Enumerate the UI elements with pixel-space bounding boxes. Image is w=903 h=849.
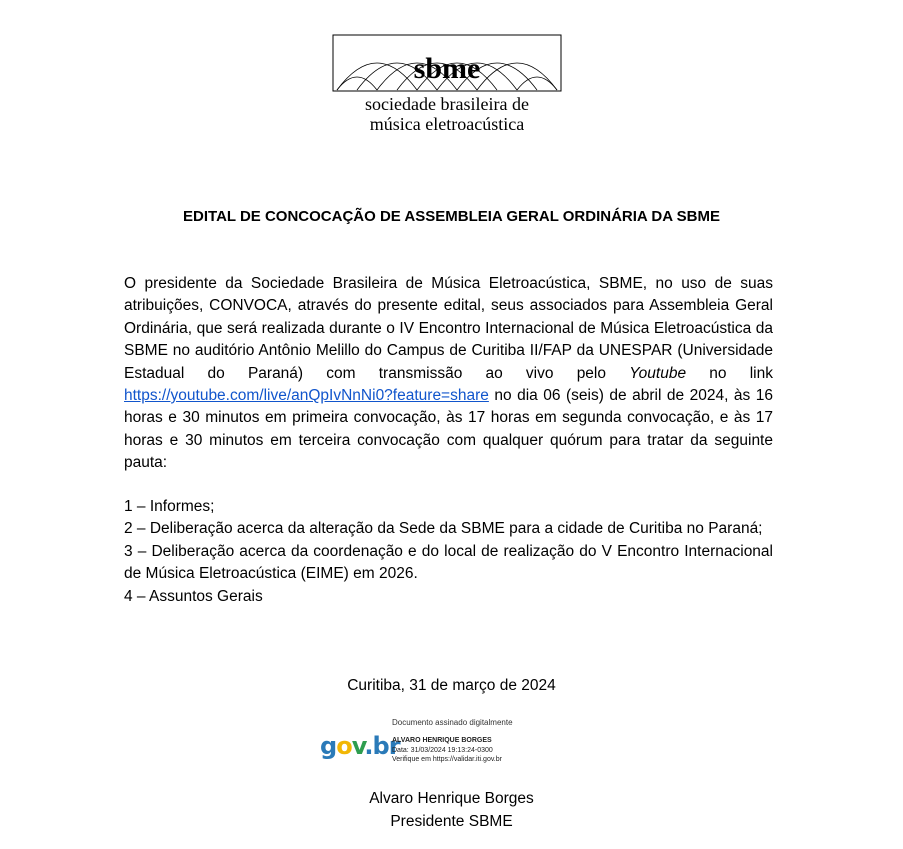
body-text-italic: Youtube	[629, 364, 687, 382]
logo-subtitle-line1: sociedade brasileira de	[365, 94, 529, 114]
agenda-item: 4 – Assuntos Gerais	[124, 587, 263, 605]
agenda-item: 2 – Deliberação acerca da alteração da Sede da SBME para a cidade de Curitiba no Paraná;	[124, 520, 763, 538]
signer-role: Presidente SBME	[390, 813, 513, 830]
signature-details	[392, 736, 502, 765]
agenda-list	[124, 496, 773, 608]
youtube-live-link[interactable]: https://youtube.com/live/anQpIvNnNi0?feature=share	[124, 387, 489, 405]
govbr-logo-icon: gov.br	[320, 732, 400, 760]
sbme-logo	[332, 34, 562, 134]
logo-subtitle-line2: música eletroacústica	[369, 114, 525, 134]
signer-name: Alvaro Henrique Borges	[369, 790, 534, 807]
signature-verify-text: Verifique em https://validar.iti.gov.br	[392, 756, 502, 763]
signature-caption: Documento assinado digitalmente	[392, 718, 513, 727]
place-date: Curitiba, 31 de março de 2024	[347, 677, 556, 694]
document-title: EDITAL DE CONCOCAÇÃO DE ASSEMBLEIA GERAL ORDINÁRIA DA SBME	[183, 208, 720, 225]
body-text-part1: O presidente da Sociedade Brasileira de Música Eletroacústica, SBME, no uso de suas atribuições, CONVOCA, através do presente edital, seus associados para Assembleia Geral Ordinária, que será realizada durante o IV Encontro Internacional de Música Eletroacústica da SBME no auditório Antônio Melillo do Campus de Curitiba II/FAP da UNESPAR (Universidade Estadual do Paraná) com transmissão ao vivo pelo	[124, 275, 773, 382]
body-text-part2: no link	[686, 364, 773, 382]
digital-signature-stamp	[320, 716, 560, 772]
convocation-paragraph	[124, 273, 773, 475]
logo-name: sbme	[413, 52, 481, 85]
agenda-item: 1 – Informes;	[124, 498, 215, 515]
signature-date: Data: 31/03/2024 19:13:24-0300	[392, 746, 493, 754]
body-text-part3: no dia 06 (seis) de abril de 2024, às 16 horas e 30 minutos em primeira convocação, às 17 horas em segunda convocação, e às 17 horas e 30 minutos em terceira convocação com qualquer quórum para tratar da seguinte pauta:	[124, 387, 773, 472]
agenda-item: 3 – Deliberação acerca da coordenação e do local de realização do V Encontro Internacional de Música Eletroacústica (EIME) em 2026.	[124, 542, 773, 583]
signature-signer-name: ALVARO HENRIQUE BORGES	[392, 737, 492, 744]
